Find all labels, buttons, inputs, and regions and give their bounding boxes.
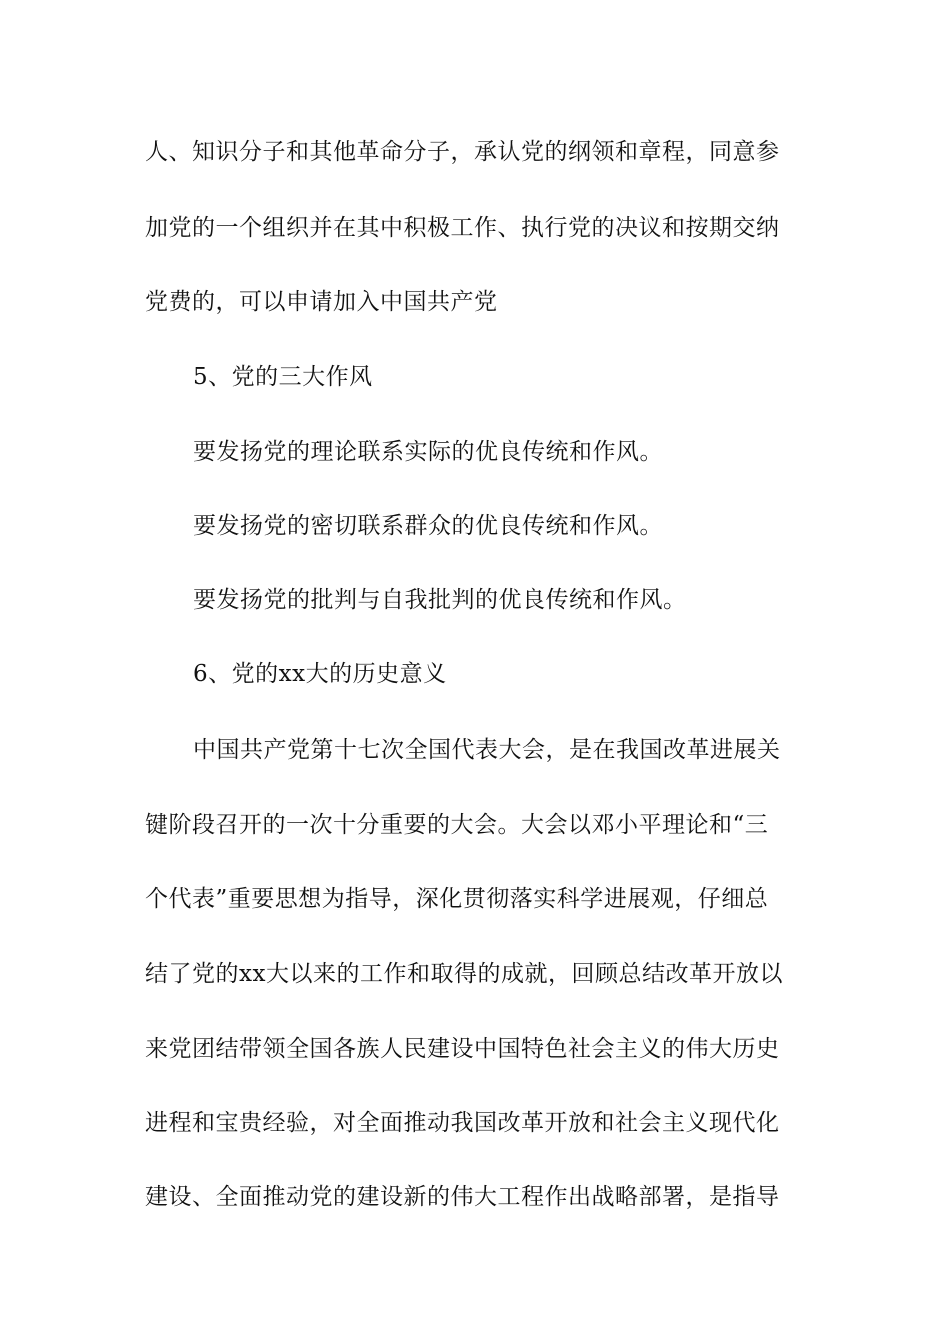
body-text-line: 要发扬党的批判与自我批判的优良传统和作风。 bbox=[193, 587, 687, 613]
body-text-line: 进程和宝贵经验，对全面推动我国改革开放和社会主义现代化 bbox=[145, 1110, 780, 1136]
section-heading: 6、党的xx大的历史意义 bbox=[193, 661, 447, 687]
section-heading: 5、党的三大作风 bbox=[193, 364, 373, 390]
body-text-line: 来党团结带领全国各族人民建设中国特色社会主义的伟大历史 bbox=[145, 1036, 780, 1062]
body-text-line: 要发扬党的密切联系群众的优良传统和作风。 bbox=[193, 513, 663, 539]
body-text-line: 党费的，可以申请加入中国共产党 bbox=[145, 289, 498, 315]
body-text-line: 加党的一个组织并在其中积极工作、执行党的决议和按期交纳 bbox=[145, 215, 780, 241]
body-text-line: 要发扬党的理论联系实际的优良传统和作风。 bbox=[193, 439, 663, 465]
body-text-line: 个代表”重要思想为指导，深化贯彻落实科学进展观，仔细总 bbox=[145, 886, 769, 912]
body-text-line: 中国共产党第十七次全国代表大会，是在我国改革进展关 bbox=[193, 737, 781, 763]
body-text-line: 建设、全面推动党的建设新的伟大工程作出战略部署，是指导 bbox=[145, 1184, 780, 1210]
body-text-line: 结了党的xx大以来的工作和取得的成就，回顾总结改革开放以 bbox=[145, 961, 783, 987]
body-text-line: 键阶段召开的一次十分重要的大会。大会以邓小平理论和“三 bbox=[145, 812, 769, 838]
body-text-line: 人、知识分子和其他革命分子，承认党的纲领和章程，同意参 bbox=[145, 139, 780, 165]
